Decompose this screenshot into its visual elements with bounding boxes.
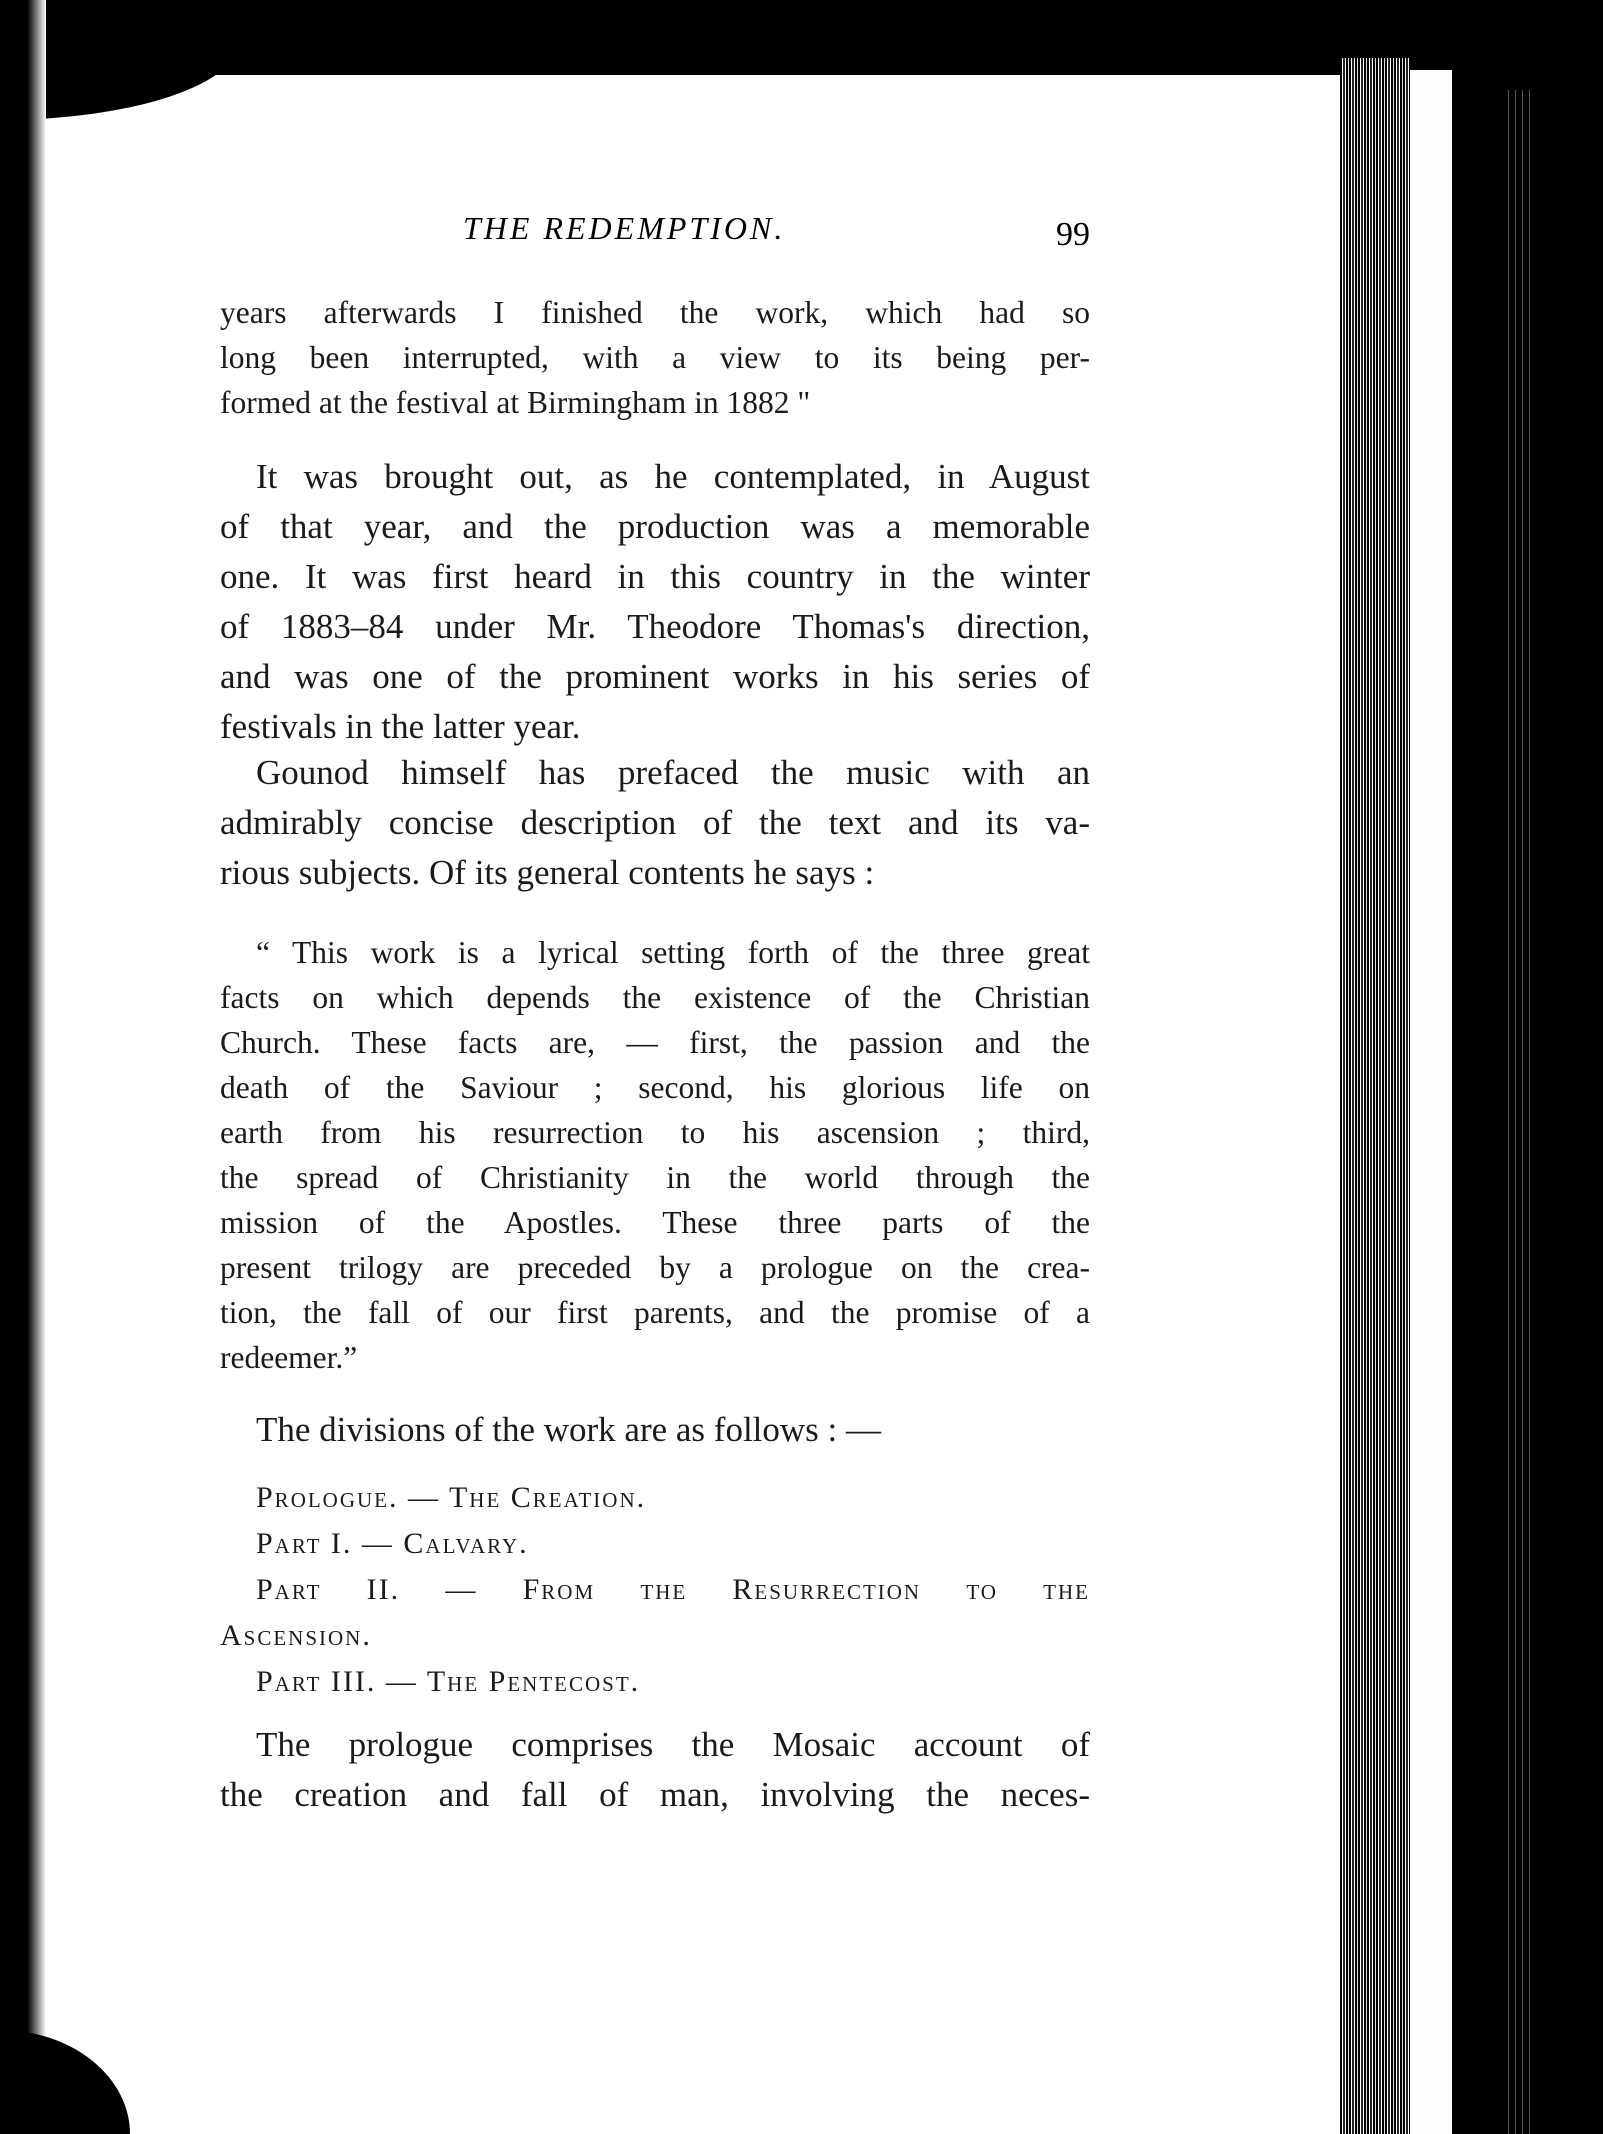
- text-line: the spread of Christianity in the world through the: [220, 1160, 1090, 1195]
- page-edges: [1340, 58, 1410, 2134]
- text-line: “ This work is a lyrical setting forth of the three great: [256, 935, 1090, 970]
- scan-border-left: [0, 0, 46, 2134]
- page-number: 99: [1056, 216, 1090, 253]
- paragraph-production: [220, 452, 1090, 752]
- text-line: present trilogy are preceded by a prologue on the crea-: [220, 1250, 1090, 1285]
- text-line: one. It was first heard in this country in the winter: [220, 557, 1090, 596]
- text-line: years afterwards I finished the work, which had so: [220, 295, 1090, 330]
- division-item: Prologue. — The Creation.: [256, 1481, 647, 1514]
- text-line: mission of the Apostles. These three parts of the: [220, 1205, 1090, 1240]
- text-line: festivals in the latter year.: [220, 707, 581, 746]
- text-line: Gounod himself has prefaced the music with an: [256, 753, 1090, 792]
- text-line: of 1883–84 under Mr. Theodore Thomas's direction,: [220, 607, 1090, 646]
- text-line: The prologue comprises the Mosaic account of: [256, 1725, 1090, 1764]
- running-head: [220, 210, 1090, 270]
- paragraph-prologue: [220, 1720, 1090, 1820]
- text-line: tion, the fall of our first parents, and the promise of a: [220, 1295, 1090, 1330]
- next-page-strip: [1410, 70, 1452, 2134]
- text-line: facts on which depends the existence of the Christian: [220, 980, 1090, 1015]
- text-line: and was one of the prominent works in his series of: [220, 657, 1090, 696]
- division-item: Part III. — The Pentecost.: [256, 1665, 641, 1698]
- text-line: death of the Saviour ; second, his glorious life on: [220, 1070, 1090, 1105]
- text-line: rious subjects. Of its general contents he says :: [220, 853, 875, 892]
- text-line: Church. These facts are, — first, the passion and the: [220, 1025, 1090, 1060]
- text-line: It was brought out, as he contemplated, in August: [256, 457, 1090, 496]
- text-line: earth from his resurrection to his ascension ; third,: [220, 1115, 1090, 1150]
- text-line: The divisions of the work are as follows : —: [256, 1410, 882, 1449]
- text-line: redeemer.”: [220, 1340, 358, 1375]
- text-line: admirably concise description of the text and its va-: [220, 803, 1090, 842]
- divisions-list: [220, 1475, 1090, 1705]
- scan-border-corner: [0, 2030, 130, 2134]
- quote-block: [220, 930, 1090, 1380]
- text-line: long been interrupted, with a view to its being per-: [220, 340, 1090, 375]
- paragraph-gounod-preface: [220, 748, 1090, 898]
- division-item: Part II. — From the Resurrection to the: [256, 1573, 1090, 1606]
- page-edge-stripes: [1505, 90, 1535, 2134]
- running-head-title: THE REDEMPTION.: [463, 210, 786, 246]
- text-line: formed at the festival at Birmingham in 1882 ": [220, 385, 811, 420]
- text-line: of that year, and the production was a memorable: [220, 507, 1090, 546]
- division-item: Part I. — Calvary.: [256, 1527, 529, 1560]
- divisions-intro: [220, 1405, 1090, 1455]
- division-item: Ascension.: [220, 1619, 372, 1652]
- text-line: the creation and fall of man, involving the neces-: [220, 1775, 1090, 1814]
- quote-continuation: [220, 290, 1090, 425]
